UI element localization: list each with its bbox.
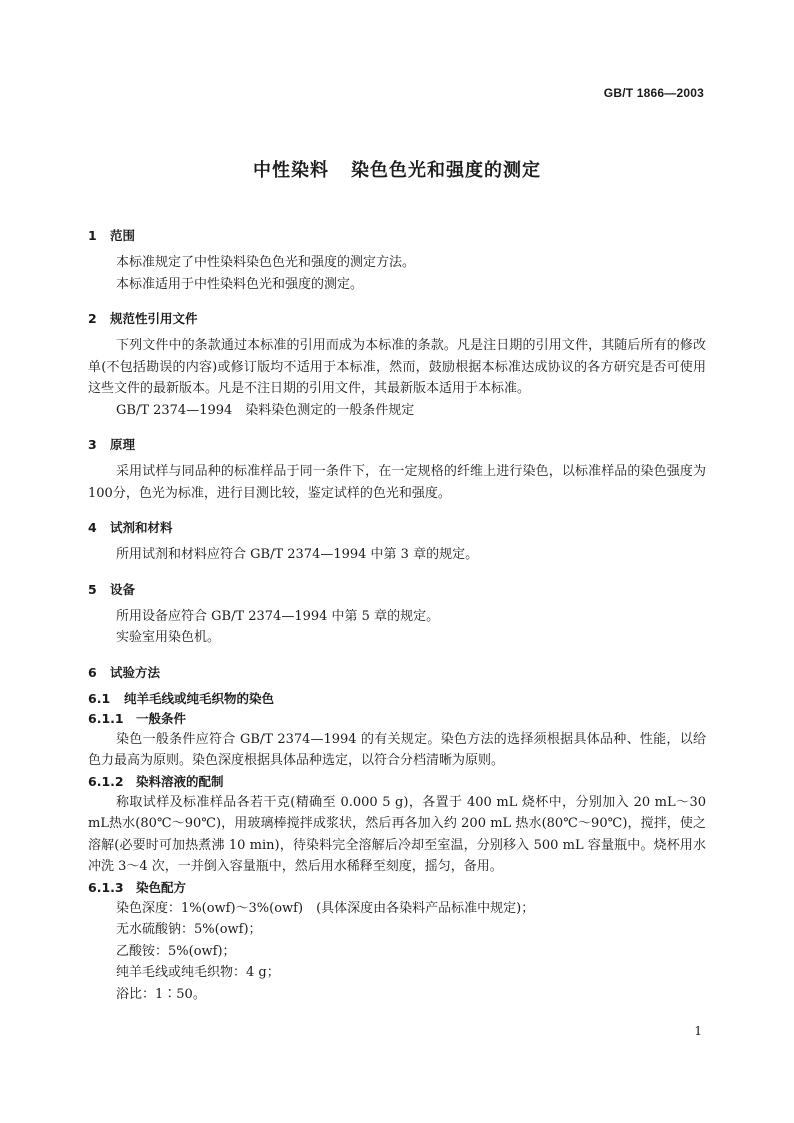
section-title: 设备 (110, 581, 136, 597)
page-number: 1 (694, 1024, 702, 1038)
subsection-heading-wool-dyeing (88, 689, 706, 709)
clause-number: 6.1.3 (88, 879, 124, 895)
document-title (0, 156, 794, 182)
section-heading-normative-references (88, 309, 706, 329)
paragraph: 本标准适用于中性染料色光和强度的测定。 (116, 276, 364, 292)
clause-title: 一般条件 (136, 710, 187, 726)
clause-heading-general-conditions (88, 709, 706, 729)
recipe-line: 无水硫酸钠：5%(owf)； (116, 922, 262, 937)
paragraph: 染色一般条件应符合 GB/T 2374—1994 的有关规定。染色方法的选择须根据具体品种、性能，以给色力最高为原则。染色深度根据具体品种选定，以符合分档清晰为原则。 (88, 731, 706, 768)
recipe-line: 乙酸铵：5%(owf)； (116, 943, 236, 959)
clause-number: 6.1.2 (88, 773, 124, 789)
section-heading-test-method (88, 663, 706, 683)
section-number: 5 (88, 581, 97, 597)
subsection-number: 6.1 (88, 690, 111, 706)
section-title: 试验方法 (110, 664, 161, 680)
clause-heading-dyeing-recipe (88, 878, 706, 898)
section-number: 4 (88, 520, 97, 535)
section-number: 3 (88, 437, 97, 452)
paragraph: 本标准规定了中性染料染色色光和强度的测定方法。 (116, 255, 416, 270)
paragraph: 下列文件中的条款通过本标准的引用而成为本标准的条款。凡是注日期的引用文件，其随后所有的修改单(不包括勘误的内容)或修订版均不适用于本标准，然而，鼓励根据本标准达成协议的各方研究是否可使用这些文件的最新版本。凡是不注日期的引用文件，其最新版本适用于本标准。 (88, 338, 706, 396)
paragraph: 所用设备应符合 GB/T 2374—1994 中第 5 章的规定。 (116, 608, 440, 624)
standard-code: GB/T 1866—2003 (603, 86, 704, 100)
section-title: 范围 (110, 228, 136, 243)
section-heading-apparatus (88, 580, 706, 600)
clause-title: 染色配方 (136, 879, 187, 895)
section-heading-principle (88, 435, 706, 455)
section-number: 6 (88, 664, 97, 680)
reference-entry: GB/T 2374—1994 染料染色测定的一般条件规定 (116, 402, 415, 418)
section-title: 试剂和材料 (110, 520, 173, 535)
clause-heading-dye-solution (88, 772, 706, 792)
paragraph: 称取试样及标准样品各若干克(精确至 0.000 5 g)，各置于 400 mL 烧杯中，分别加入 20 mL～30 mL热水(80℃～90℃)，用玻璃棒搅拌成浆状，然后再各加入约 200 mL 热水(80℃～90℃)，搅拌，使之溶解(必要时可加热煮沸 10 min)，待染料完全溶解后冷却至室温，分别移入 500 mL 容量瓶中。烧杯用水冲洗 3～4 次，一并倒入容量瓶中，然后用水稀释至刻度，摇匀，备用。 (88, 794, 706, 874)
paragraph: 采用试样与同品种的标准样品于同一条件下，在一定规格的纤维上进行染色，以标准样品的染色强度为100分，色光为标准，进行目测比较，鉴定试样的色光和强度。 (88, 464, 706, 501)
subsection-title: 纯羊毛线或纯毛织物的染色 (124, 690, 275, 706)
document-title-part1: 中性染料 (253, 160, 329, 181)
paragraph: 所用试剂和材料应符合 GB/T 2374—1994 中第 3 章的规定。 (116, 547, 479, 562)
section-heading-scope (88, 226, 706, 246)
section-title: 原理 (110, 437, 136, 452)
section-heading-reagents (88, 518, 706, 538)
section-number: 1 (88, 228, 97, 243)
recipe-line: 纯羊毛线或纯毛织物：4 g； (116, 965, 280, 980)
section-number: 2 (88, 311, 97, 326)
document-title-part2: 染色色光和强度的测定 (351, 160, 541, 181)
clause-title: 染料溶液的配制 (136, 773, 224, 789)
section-title: 规范性引用文件 (110, 311, 198, 326)
document-body (88, 226, 706, 1005)
clause-number: 6.1.1 (88, 710, 124, 726)
recipe-line: 浴比：1∶50。 (116, 986, 206, 1002)
paragraph: 实验室用染色机。 (116, 630, 221, 645)
recipe-line: 染色深度：1%(owf)～3%(owf) (具体深度由各染料产品标准中规定)； (116, 900, 535, 916)
